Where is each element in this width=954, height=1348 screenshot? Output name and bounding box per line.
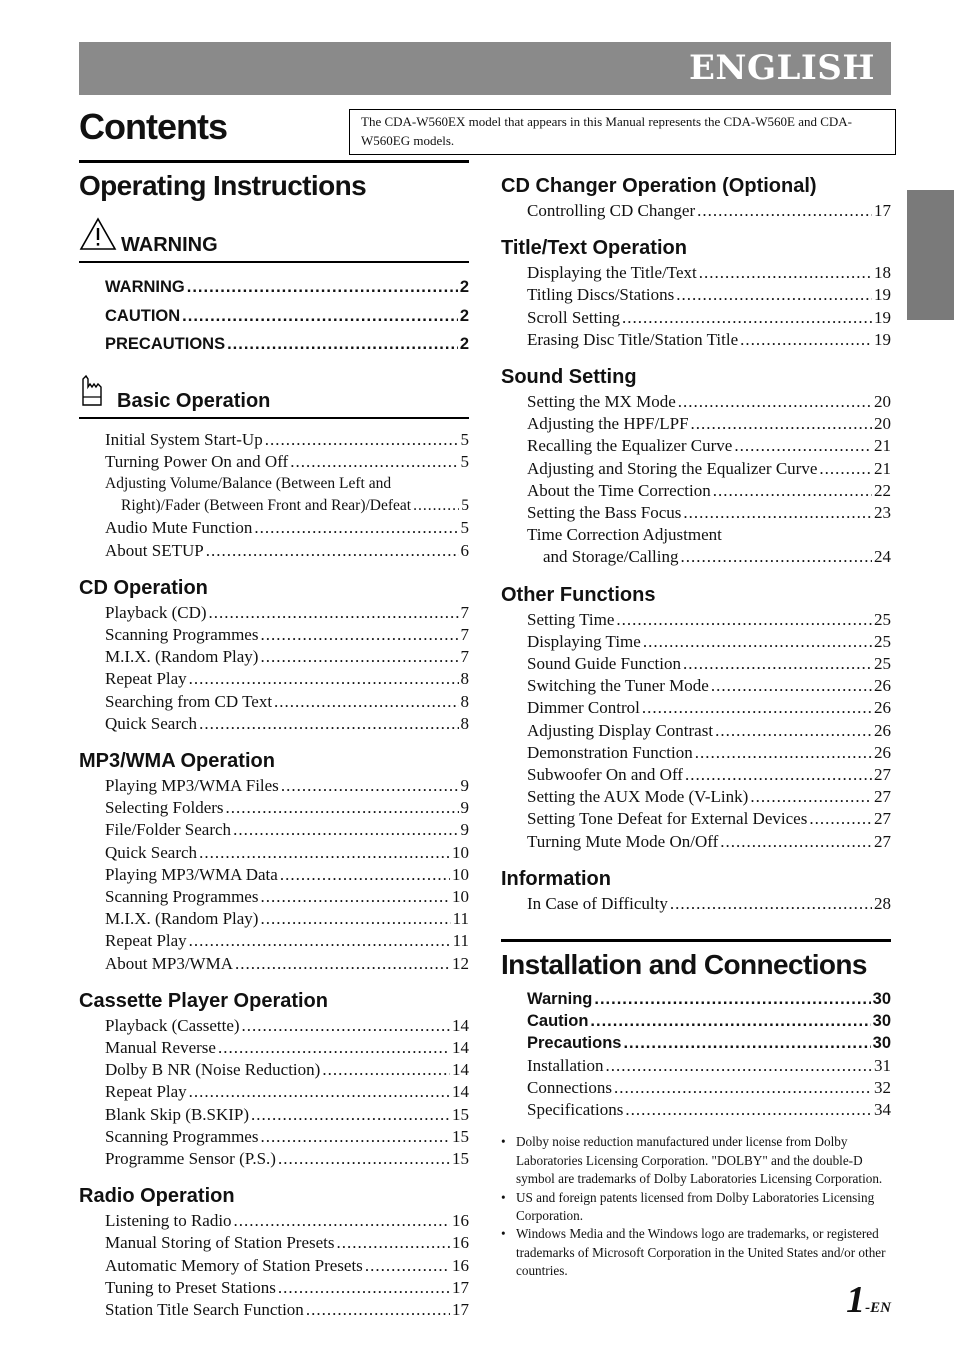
toc-entry[interactable]: Adjusting the HPF/LPF ..... 20: [527, 413, 891, 435]
toc-entry[interactable]: Repeat Play ..... 8: [105, 668, 469, 690]
changer-heading: CD Changer Operation (Optional): [501, 175, 817, 197]
basic-entries: [79, 429, 469, 562]
toc-entry[interactable]: Dolby B NR (Noise Reduction) ..... 14: [105, 1059, 469, 1081]
page-number: 1-EN: [846, 1279, 891, 1321]
toc-entry[interactable]: Playing MP3/WMA Files ..... 9: [105, 775, 469, 797]
info-section: [501, 867, 891, 915]
toc-entry[interactable]: Switching the Tuner Mode ..... 26: [527, 675, 891, 697]
toc-entry[interactable]: Connections ..... 32: [527, 1077, 891, 1099]
toc-entry[interactable]: Displaying Time ..... 25: [527, 631, 891, 653]
sound-heading: Sound Setting: [501, 366, 637, 389]
toc-entry[interactable]: Turning Mute Mode On/Off ..... 27: [527, 831, 891, 853]
cassette-heading: Cassette Player Operation: [79, 989, 328, 1012]
titletext-heading: Title/Text Operation: [501, 237, 687, 260]
toc-entry[interactable]: Selecting Folders ..... 9: [105, 797, 469, 819]
toc-entry[interactable]: File/Folder Search ..... 9: [105, 819, 469, 841]
toc-entry[interactable]: Setting Tone Defeat for External Devices ..... 27: [527, 808, 891, 830]
toc-entry[interactable]: Setting the MX Mode ..... 20: [527, 391, 891, 413]
mp3-section: [79, 749, 469, 975]
trademark-notes: [501, 1133, 891, 1280]
toc-entry[interactable]: Quick Search ..... 8: [105, 713, 469, 735]
section-side-tab: [907, 190, 954, 320]
toc-entry[interactable]: Warning ..... 30: [527, 988, 891, 1010]
toc-entry[interactable]: CAUTION ..... 2: [105, 302, 469, 331]
toc-entry[interactable]: Recalling the Equalizer Curve ..... 21: [527, 435, 891, 457]
mp3-heading: MP3/WMA Operation: [79, 749, 275, 772]
info-heading: Information: [501, 867, 611, 890]
toc-entry[interactable]: About MP3/WMA ..... 12: [105, 953, 469, 975]
changer-section: [501, 174, 891, 222]
warning-entries: [79, 273, 469, 359]
toc-entry[interactable]: M.I.X. (Random Play) ..... 11: [105, 908, 469, 930]
toc-entry[interactable]: Repeat Play ..... 14: [105, 1081, 469, 1103]
toc-entry[interactable]: Repeat Play ..... 11: [105, 930, 469, 952]
toc-entry[interactable]: Tuning to Preset Stations ..... 17: [105, 1277, 469, 1299]
toc-entry[interactable]: Station Title Search Function ..... 17: [105, 1299, 469, 1321]
toc-entry[interactable]: Automatic Memory of Station Presets ..... 16: [105, 1255, 469, 1277]
toc-entry[interactable]: Dimmer Control ..... 26: [527, 697, 891, 719]
other-heading: Other Functions: [501, 583, 656, 606]
toc-entry[interactable]: Playback (CD) ..... 7: [105, 602, 469, 624]
basic-section: [79, 373, 469, 562]
info-entries: [501, 893, 891, 915]
toc-entry[interactable]: About the Time Correction ..... 22: [527, 480, 891, 502]
operating-instructions-title: Operating Instructions: [79, 170, 367, 201]
other-section: [501, 583, 891, 853]
language-banner: [79, 42, 891, 95]
toc-entry[interactable]: Scroll Setting ..... 19: [527, 307, 891, 329]
sound-wrap-line: Time Correction Adjustment: [527, 525, 722, 545]
toc-entry[interactable]: Adjusting and Storing the Equalizer Curve ..... 21: [527, 458, 891, 480]
warning-section: [79, 217, 469, 359]
toc-entry[interactable]: Setting Time ..... 25: [527, 609, 891, 631]
toc-entry[interactable]: Erasing Disc Title/Station Title ..... 19: [527, 329, 891, 351]
toc-entry[interactable]: Audio Mute Function ..... 5: [105, 517, 469, 539]
toc-entry[interactable]: Subwoofer On and Off ..... 27: [527, 764, 891, 786]
basic-wrap-line: Adjusting Volume/Balance (Between Left and: [105, 474, 392, 492]
warning-heading-label: WARNING: [121, 234, 218, 256]
installation-title: Installation and Connections: [501, 949, 867, 981]
toc-entry[interactable]: Listening to Radio ..... 16: [105, 1210, 469, 1232]
toc-entry[interactable]: Titling Discs/Stations ..... 19: [527, 284, 891, 306]
toc-entry[interactable]: Blank Skip (B.SKIP) ..... 15: [105, 1104, 469, 1126]
toc-entry[interactable]: WARNING ..... 2: [105, 273, 469, 302]
installation-entries: [501, 988, 891, 1121]
changer-entries: [501, 200, 891, 222]
toc-entry[interactable]: Turning Power On and Off ..... 5: [105, 451, 469, 473]
trademark-note: • Windows Media and the Windows logo are trademarks, or registered trademarks of Microsoft Corporation in the United States and/or other countries.: [501, 1225, 891, 1280]
sound-section: [501, 365, 891, 569]
toc-entry[interactable]: Playback (Cassette) ..... 14: [105, 1015, 469, 1037]
toc-entry[interactable]: Displaying the Title/Text ..... 18: [527, 262, 891, 284]
toc-entry[interactable]: Playing MP3/WMA Data ..... 10: [105, 864, 469, 886]
toc-entry[interactable]: Scanning Programmes ..... 15: [105, 1126, 469, 1148]
basic-heading: [79, 373, 469, 419]
cassette-section: [79, 989, 469, 1170]
toc-entry[interactable]: Manual Reverse ..... 14: [105, 1037, 469, 1059]
toc-entry[interactable]: In Case of Difficulty ..... 28: [527, 893, 891, 915]
titletext-entries: [501, 262, 891, 351]
sound-entries: [501, 391, 891, 569]
toc-entry[interactable]: Setting the AUX Mode (V-Link) ..... 27: [527, 786, 891, 808]
radio-entries: [79, 1210, 469, 1321]
language-label: ENGLISH: [688, 48, 875, 88]
section-rule: [501, 939, 891, 942]
toc-entry[interactable]: Demonstration Function ..... 26: [527, 742, 891, 764]
page-title: Contents: [79, 106, 227, 147]
toc-entry[interactable]: Controlling CD Changer ..... 17: [527, 200, 891, 222]
toc-entry[interactable]: Initial System Start-Up ..... 5: [105, 429, 469, 451]
toc-entry[interactable]: Programme Sensor (P.S.) ..... 15: [105, 1148, 469, 1170]
hand-icon: [79, 373, 113, 413]
other-entries: [501, 609, 891, 853]
radio-heading: Radio Operation: [79, 1185, 235, 1208]
toc-entry[interactable]: Setting the Bass Focus ..... 23: [527, 502, 891, 524]
toc-entry[interactable]: Adjusting Display Contrast ..... 26: [527, 720, 891, 742]
toc-entry[interactable]: About SETUP ..... 6: [105, 540, 469, 562]
toc-entry[interactable]: Manual Storing of Station Presets ..... 16: [105, 1232, 469, 1254]
cassette-entries: [79, 1015, 469, 1170]
left-column: [79, 160, 469, 1321]
cd-section: [79, 576, 469, 735]
titletext-section: [501, 236, 891, 351]
toc-entry[interactable]: PRECAUTIONS ..... 2: [105, 330, 469, 359]
toc-entry[interactable]: Installation ..... 31: [527, 1055, 891, 1077]
toc-entry[interactable]: Sound Guide Function ..... 25: [527, 653, 891, 675]
toc-entry[interactable]: Specifications ..... 34: [527, 1099, 891, 1121]
cd-heading: CD Operation: [79, 576, 208, 599]
toc-entry[interactable]: and Storage/Calling ..... 24: [527, 546, 891, 568]
toc-entry[interactable]: Caution ..... 30: [527, 1010, 891, 1032]
trademark-note: • Dolby noise reduction manufactured under license from Dolby Laboratories Licensing Corporation. "DOLBY" and the double-D symbol are trademarks of Dolby Laboratories Licensing Corporation.: [501, 1133, 891, 1188]
basic-heading-label: Basic Operation: [117, 389, 271, 412]
warning-heading: [79, 217, 469, 263]
mp3-entries: [79, 775, 469, 975]
toc-entry[interactable]: M.I.X. (Random Play) ..... 7: [105, 646, 469, 668]
right-column: [501, 170, 891, 1281]
section-rule: [79, 160, 469, 163]
toc-entry[interactable]: Scanning Programmes ..... 10: [105, 886, 469, 908]
warning-triangle-icon: [79, 217, 117, 257]
toc-entry[interactable]: Right)/Fader (Between Front and Rear)/Defeat ..... 5: [105, 495, 469, 517]
model-note: The CDA-W560EX model that appears in this Manual represents the CDA-W560E and CDA-W560EG models.: [349, 109, 896, 155]
toc-entry[interactable]: Scanning Programmes ..... 7: [105, 624, 469, 646]
radio-section: [79, 1184, 469, 1321]
toc-entry[interactable]: Searching from CD Text ..... 8: [105, 691, 469, 713]
cd-entries: [79, 602, 469, 735]
toc-entry[interactable]: Precautions ..... 30: [527, 1032, 891, 1054]
trademark-note: • US and foreign patents licensed from Dolby Laboratories Licensing Corporation.: [501, 1189, 891, 1226]
toc-entry[interactable]: Quick Search ..... 10: [105, 842, 469, 864]
